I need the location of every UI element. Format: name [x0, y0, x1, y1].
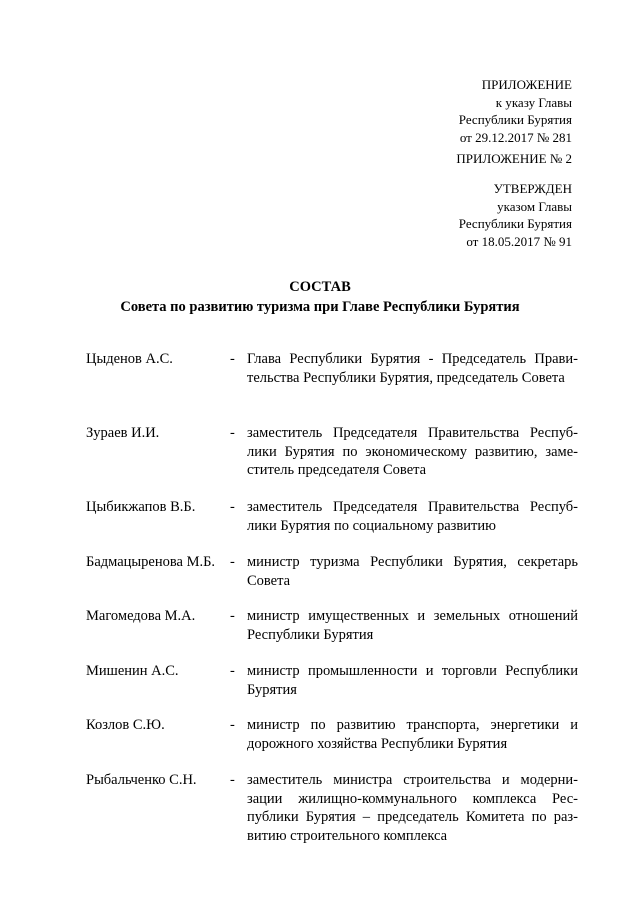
- appendix-label: ПРИЛОЖЕНИЕ: [481, 77, 572, 92]
- appendix-2-label: ПРИЛОЖЕНИЕ № 2: [456, 151, 572, 166]
- member-role: заместитель министра строительства и модернизации жилищно-коммунального комплекса Республики Бурятия – председатель Комитета по развитию строительного комплекса: [247, 772, 578, 844]
- member-name: Цыбикжапов В.Б.: [86, 499, 196, 515]
- member-role: министр имущественных и земельных отношений Республики Бурятия: [247, 608, 578, 643]
- member-dash: -: [230, 425, 235, 441]
- member-dash: -: [230, 717, 235, 733]
- member-role: заместитель Председателя Правительства Республики Бурятия по социальному развитию: [247, 499, 578, 534]
- member-dash: -: [230, 554, 235, 570]
- member-role: министр промышленности и торговли Республики Бурятия: [247, 663, 578, 698]
- appendix-2-header: [456, 150, 572, 168]
- member-role: заместитель Председателя Правительства Республики Бурятия по экономическому развитию, заместитель председателя Совета: [247, 425, 578, 478]
- member-dash: -: [230, 608, 235, 624]
- member-name: Мишенин А.С.: [86, 663, 179, 679]
- document-title: [0, 278, 640, 317]
- member-name: Бадмацыренова М.Б.: [86, 554, 216, 570]
- appendix-header: [459, 76, 572, 146]
- member-name: Зураев И.И.: [86, 425, 160, 441]
- approved-decree-line: указом Главы: [497, 198, 572, 214]
- member-name: Козлов С.Ю.: [86, 717, 165, 733]
- approved-republic-line: Республики Бурятия: [458, 216, 572, 231]
- member-dash: -: [230, 663, 235, 679]
- member-dash: -: [230, 772, 235, 788]
- title-subheading: Совета по развитию туризма при Главе Республики Бурятия: [120, 298, 520, 315]
- member-dash: -: [230, 351, 235, 367]
- member-name: Магомедова М.А.: [86, 608, 196, 624]
- member-dash: -: [230, 499, 235, 515]
- member-role: министр туризма Республики Бурятия, секретарь Совета: [247, 554, 578, 589]
- title-heading: СОСТАВ: [289, 279, 351, 295]
- approved-date-number: от 18.05.2017 № 91: [466, 233, 572, 249]
- member-role: министр по развитию транспорта, энергетики и дорожного хозяйства Республики Бурятия: [247, 717, 578, 752]
- appendix-republic-line: Республики Бурятия: [458, 112, 572, 127]
- approved-label: УТВЕРЖДЕН: [493, 181, 572, 196]
- member-role: Глава Республики Бурятия - Председатель Правительства Республики Бурятия, председатель Совета: [247, 351, 578, 386]
- approved-header: [459, 180, 572, 250]
- appendix-decree-line: к указу Главы: [495, 94, 572, 110]
- member-name: Цыденов А.С.: [86, 351, 173, 367]
- member-name: Рыбальченко С.Н.: [86, 772, 197, 788]
- appendix-date-number: от 29.12.2017 № 281: [459, 129, 572, 145]
